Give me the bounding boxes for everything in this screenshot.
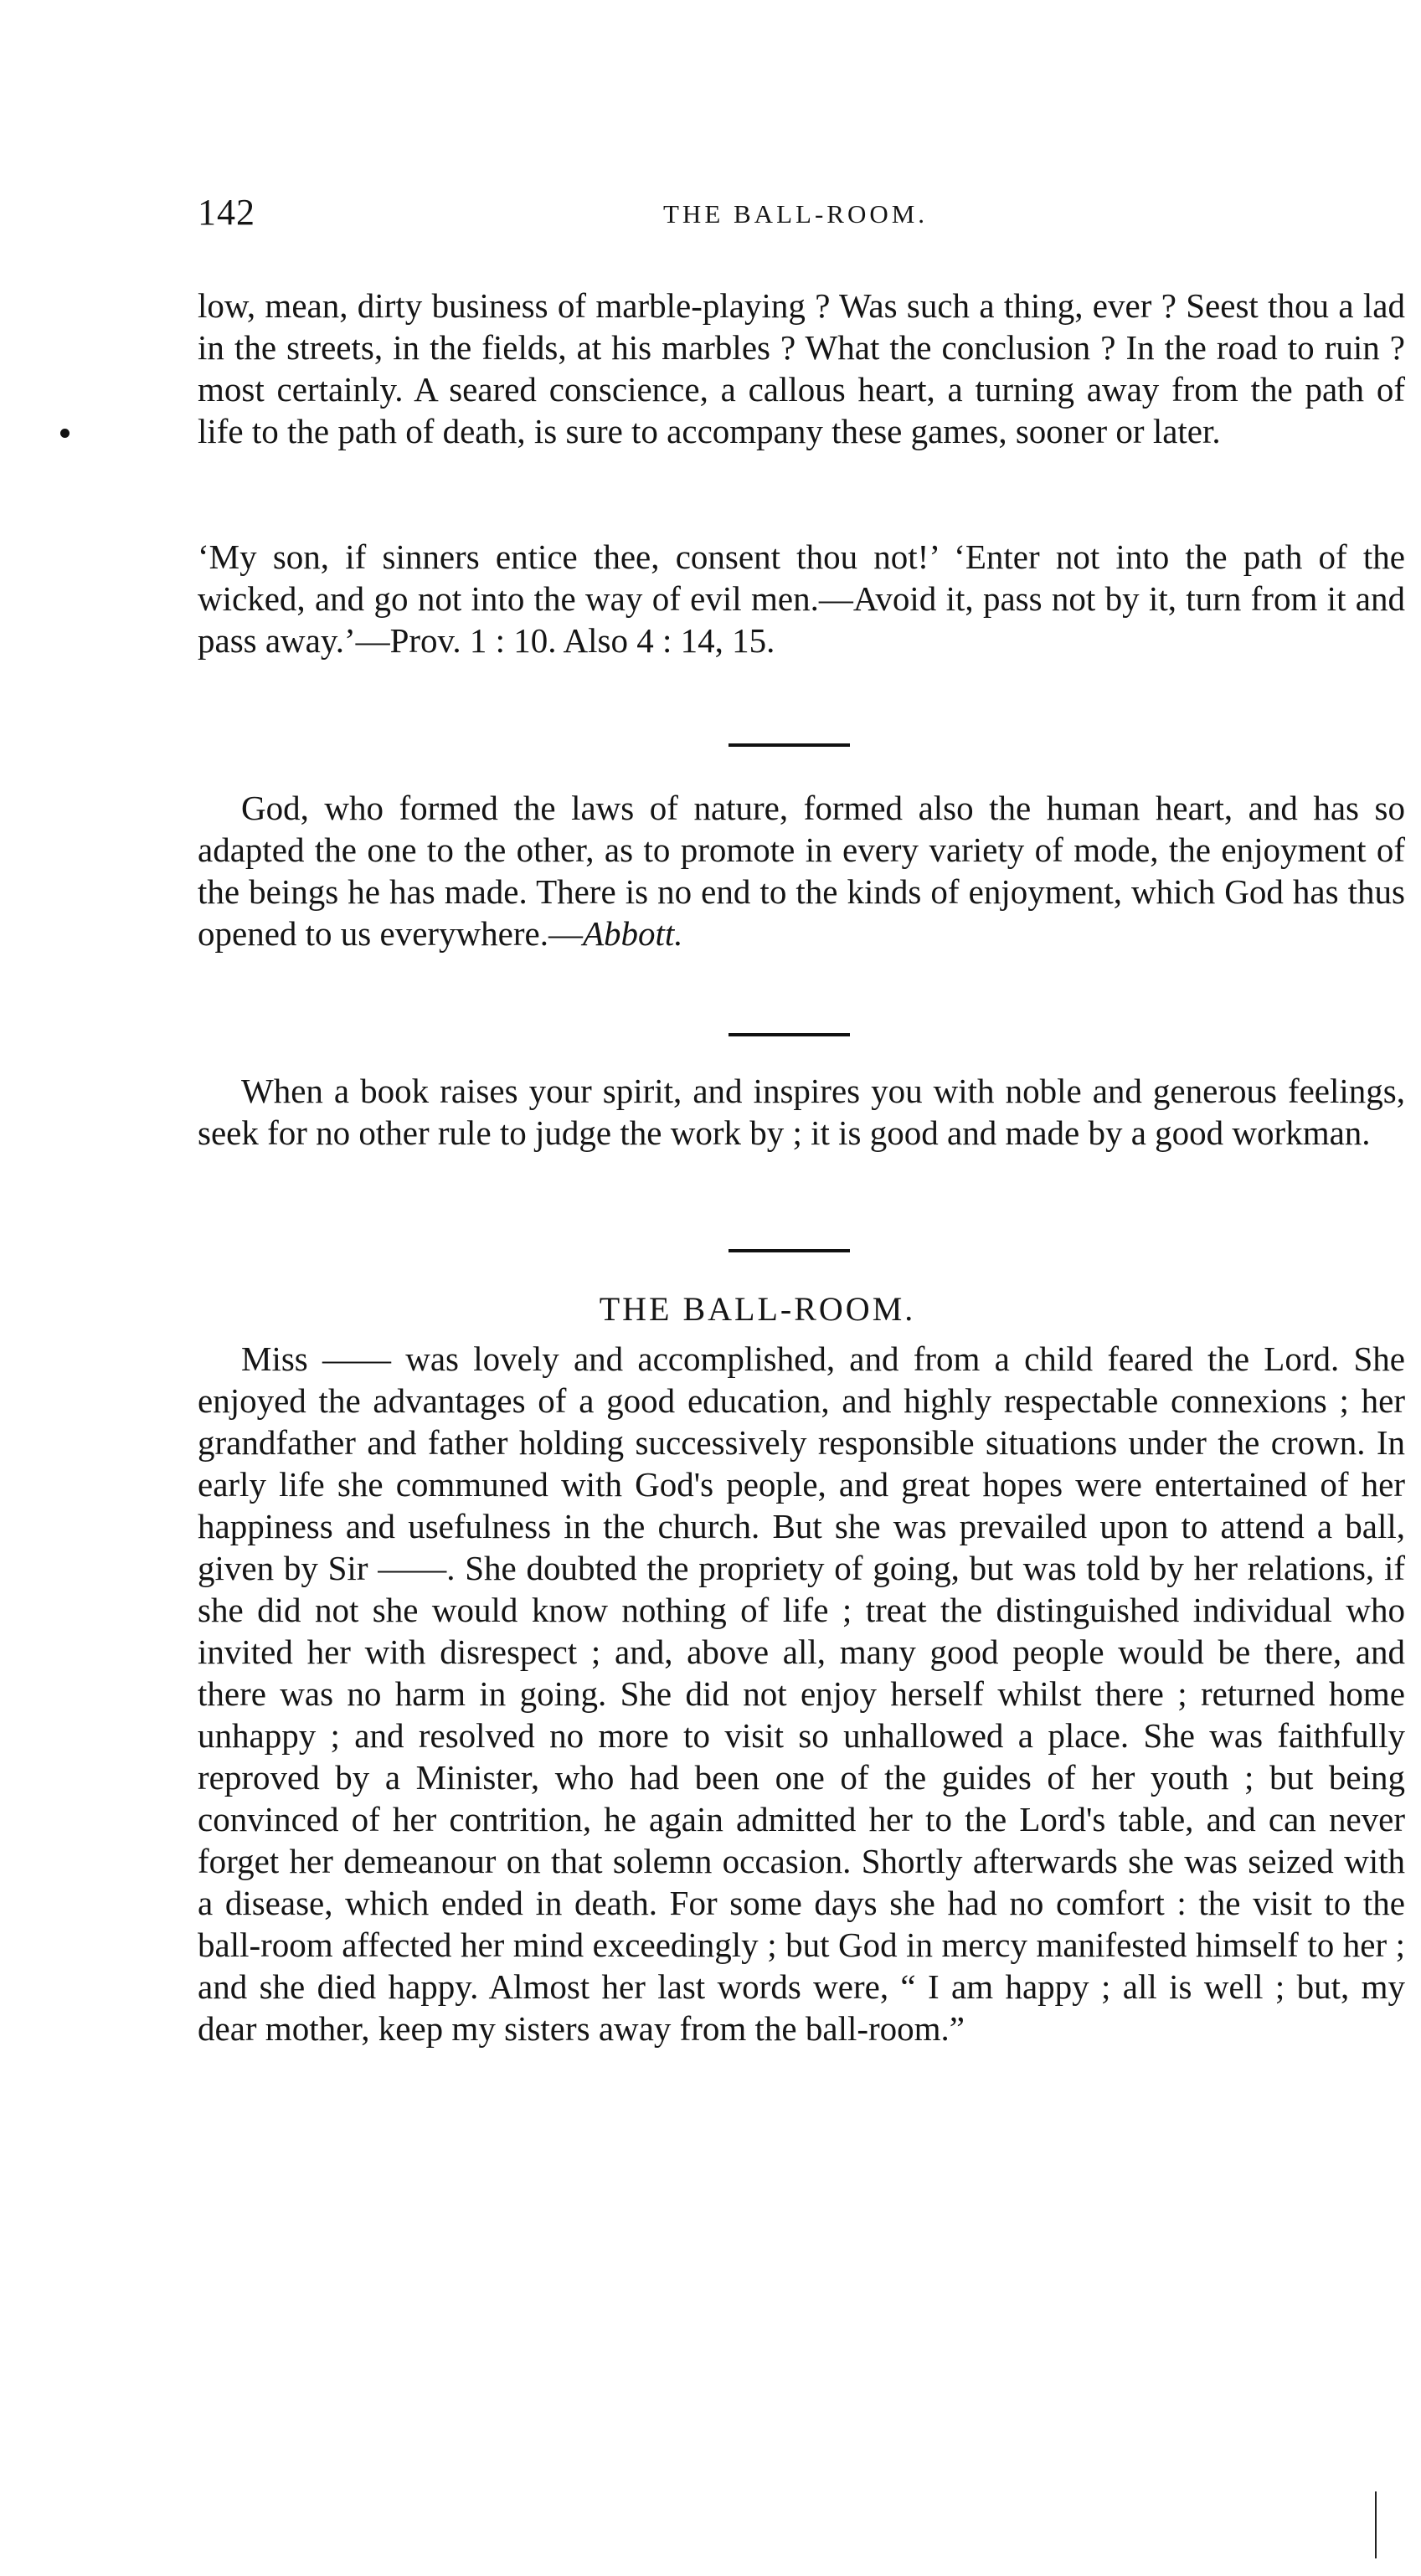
- section-divider: [729, 1033, 850, 1036]
- paragraph-ball-room-story: Miss —— was lovely and accomplished, and from a child feared the Lord. She enjoyed the advantages of a good education, and highly respectable connexions ; her grandfather and father holding successively responsible situations under the crown. In early life she communed with God's people, and great hopes were entertained of her happiness and usefulness in the church. But she was prevailed upon to attend a ball, given by Sir ——. She doubted the propriety of going, but was told by her relations, if she did not she would know nothing of life ; treat the distinguished individual who invited her with disrespect ; and, above all, many good people would be there, and there was no harm in going. She did not enjoy herself whilst there ; returned home unhappy ; and resolved no more to visit so unhallowed a place. She was faithfully reproved by a Minister, who had been one of the guides of her youth ; but being convinced of her contrition, he again admitted her to the Lord's table, and can never forget her demeanour on that solemn occasion. Shortly afterwards she was seized with a disease, which ended in death. For some days she had no comfort : the visit to the ball-room affected her mind exceedingly ; but God in mercy manifested himself to her ; and she died happy. Almost her last words were, “ I am happy ; all is well ; but, my dear mother, keep my sisters away from the ball-room.”: [198, 1339, 1405, 2048]
- author-attribution: Abbott.: [582, 914, 683, 953]
- page-edge-mark: [1375, 2491, 1377, 2558]
- paragraph-text: God, who formed the laws of nature, formed also the human heart, and has so adapted the one to the other, as to promote in every variety of mode, the enjoyment of the beings he has made. There is no end to the kinds of enjoyment, which God has thus opened to us everywhere.—: [198, 789, 1405, 953]
- paragraph-book-raises-spirit: When a book raises your spirit, and inspires you with noble and generous feelings, seek for no other rule to judge the work by ; it is good and made by a good workman.: [198, 1072, 1405, 1152]
- paragraph-marbles: low, mean, dirty business of marble-playing ? Was such a thing, ever ? Seest thou a lad in the streets, in the fields, at his marbles ? What the conclusion ? In the road to ruin ? most certainly. A seared conscience, a callous heart, a turning away from the path of life to the path of death, is sure to accompany these games, sooner or later.: [198, 286, 1405, 450]
- page-header: [198, 191, 1403, 241]
- section-divider: [729, 1249, 850, 1252]
- section-title: THE BALL-ROOM.: [599, 1290, 916, 1328]
- paragraph-god-formed-laws: [198, 787, 1405, 954]
- section-divider: [729, 743, 850, 747]
- ink-blot: [60, 429, 70, 438]
- paragraph-proverbs-quote: ‘My son, if sinners entice thee, consent thou not!’ ‘Enter not into the path of the wicked, and go not into the way of evil men.—Avoid it, pass not by it, turn from it and pass away.’—Prov. 1 : 10. Also 4 : 14, 15.: [198, 537, 1405, 660]
- running-head: THE BALL-ROOM.: [663, 199, 929, 229]
- page-number: 142: [198, 192, 255, 233]
